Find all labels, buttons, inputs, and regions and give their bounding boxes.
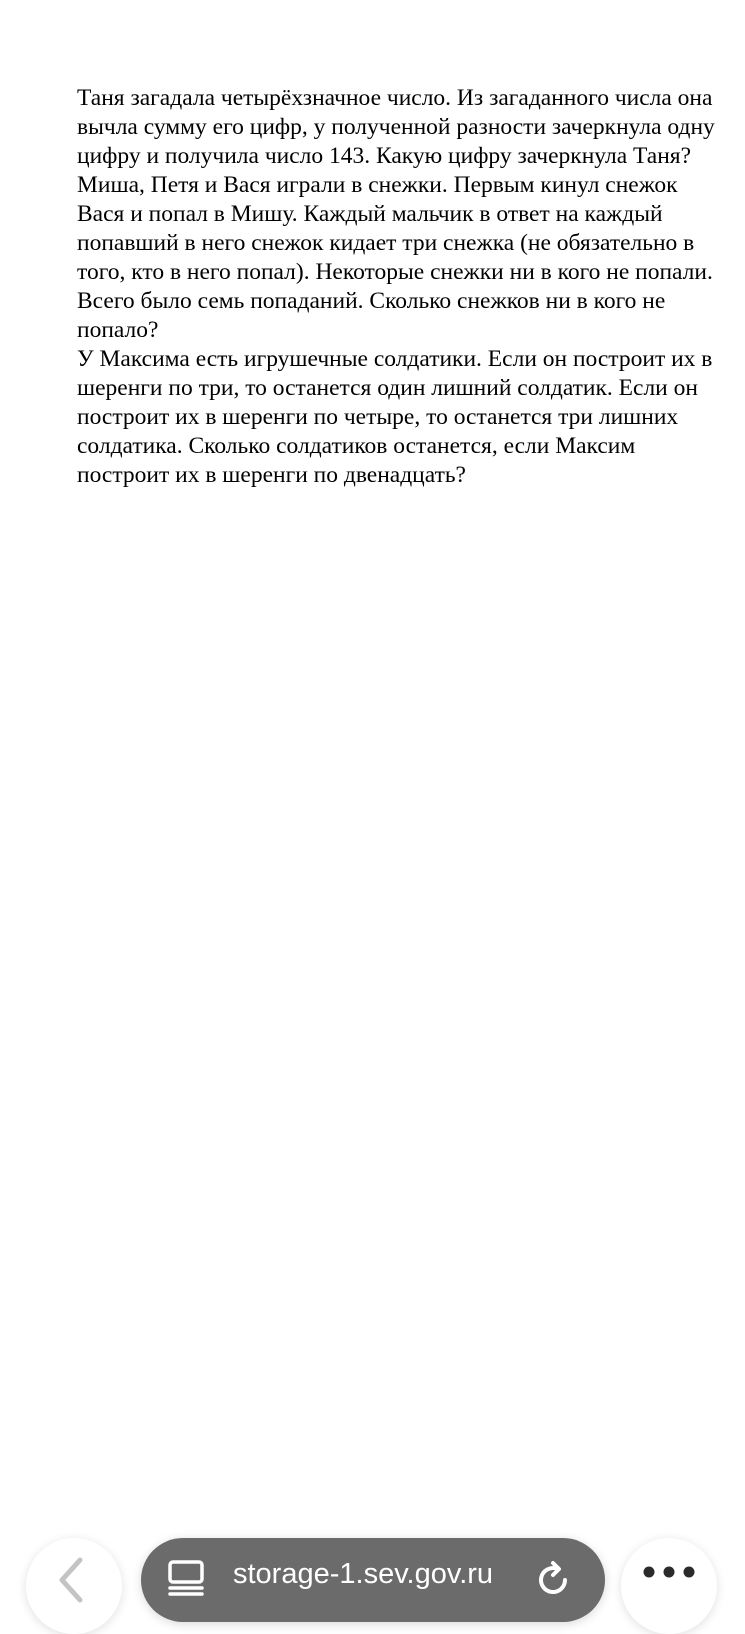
url-value: storage-1.sev.gov.ru (233, 1558, 494, 1590)
reload-icon[interactable] (533, 1560, 573, 1600)
url-text[interactable] (233, 1554, 533, 1594)
more-button[interactable] (621, 1538, 717, 1634)
browser-toolbar (0, 1528, 745, 1612)
chevron-left-icon (56, 1556, 86, 1604)
back-button[interactable] (26, 1538, 122, 1634)
problem-text-3: У Максима есть игрушечные солдатики. Если он построит их в шеренги по три, то останется один лишний солдатик. Если он построит их в шеренги по четыре, то останется три лишних солдатика. Сколько солдатиков останется, если Максим построит их в шеренги по двенадцать? (77, 346, 713, 488)
address-bar[interactable] (141, 1538, 605, 1622)
tabs-icon[interactable] (167, 1558, 205, 1598)
document-body (77, 84, 727, 490)
problem-text-1: Таня загадала четырёхзначное число. Из загаданного числа она вычла сумму его цифр, у полученной разности зачеркнула одну цифру и получила число 143. Какую цифру зачеркнула Таня? (77, 85, 715, 169)
more-icon (633, 1564, 705, 1580)
problem-text-2: Миша, Петя и Вася играли в снежки. Первым кинул снежок Вася и попал в Мишу. Каждый мальчик в ответ на каждый попавший в него снежок кидает три снежка (не обязательно в того, кто в него попал). Некоторые снежки ни в кого не попали. Всего было семь попаданий. Сколько снежков ни в кого не попало? (77, 172, 713, 343)
